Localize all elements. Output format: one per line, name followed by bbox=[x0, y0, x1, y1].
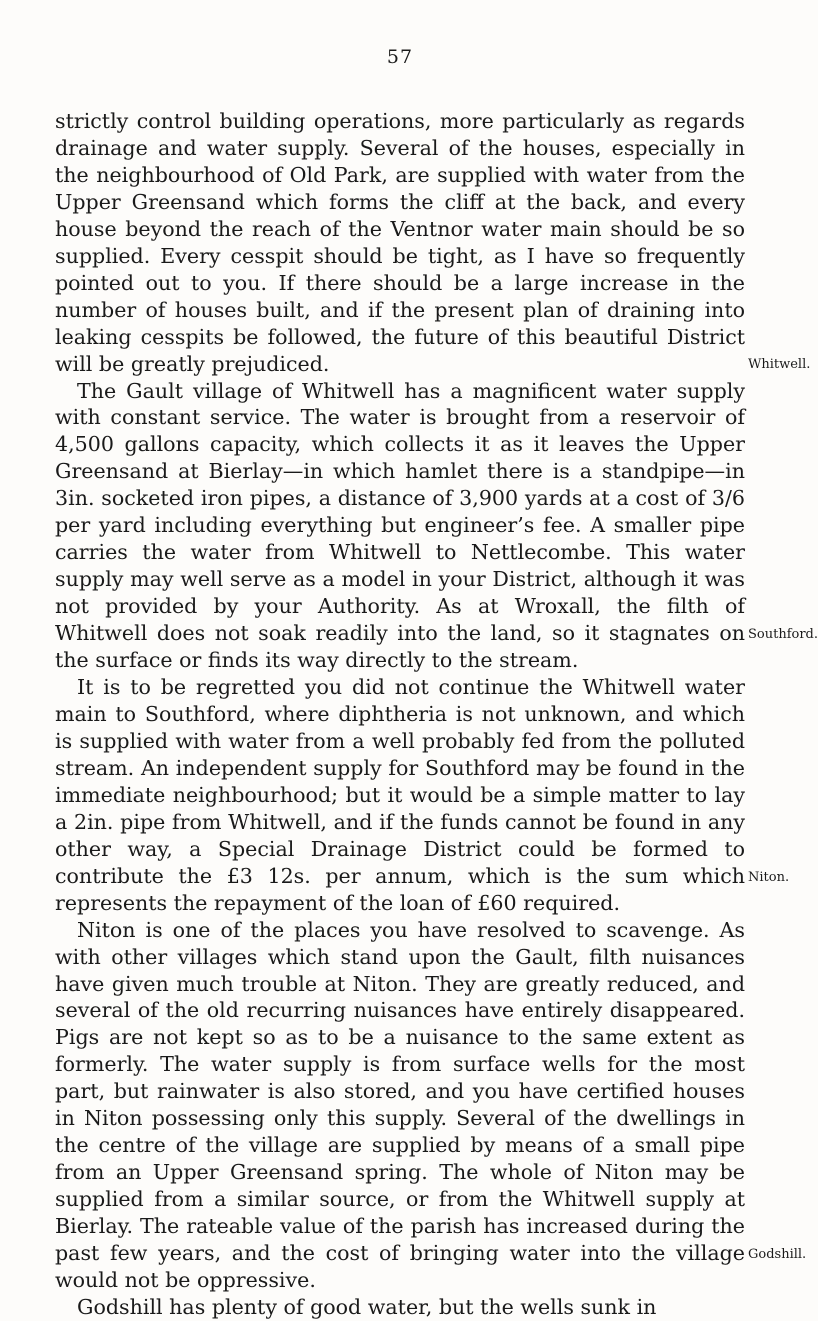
paragraph-southford: It is to be regretted you did not continue the Whitwell water main to Southford, where diphtheria is not unknown, and which is supplied with water from a well probably fed from the polluted stream. An independent supply for Southford may be found in the immediate neighbourhood; but it would be a simple matter to lay a 2in. pipe from Whitwell, and if the funds cannot be found in any other way, a Special Drainage District could be formed to contribute the £3 12s. per annum, which is the sum which represents the repayment of the loan of £60 required. bbox=[55, 675, 745, 915]
paragraph-whitwell: The Gault village of Whitwell has a magnificent water supply with constant service. The water is brought from a reservoir of 4,500 gallons capacity, which collects it as it leaves the Upper Greensand at Bierlay—in which hamlet there is a standpipe—in 3in. socketed iron pipes, a distance of 3,900 yards at a cost of 3/6 per yard including everything but engineer’s fee. A smaller pipe carries the water from Whitwell to Nettlecombe. This water supply may well serve as a model in your District, although it was not provided by your Authority. As at Wroxall, the filth of Whitwell does not soak readily into the land, so it stagnates on the surface or finds its way directly to the stream. bbox=[55, 378, 745, 673]
paragraph-niton: Niton is one of the places you have resolved to scavenge. As with other villages which stand upon the Gault, filth nuisances have given much trouble at Niton. They are greatly reduced, and several of the old recurring nuisances have entirely disappeared. Pigs are not kept so as to be a nuisance to the same extent as formerly. The water supply is from surface wells for the most part, but rainwater is also stored, and you have certified houses in Niton possessing only this supply. Several of the dwellings in the centre of the village are supplied by means of a small pipe from an Upper Greensand spring. The whole of Niton may be supplied from a similar source, or from the Whitwell supply at Bierlay. The rateable value of the parish has increased during the past few years, and the cost of bringing water into the village would not be oppressive. bbox=[55, 917, 745, 1292]
margin-note-whitwell: Whitwell. bbox=[748, 357, 811, 372]
page-number: 57 bbox=[386, 46, 414, 68]
margin-note-niton: Niton. bbox=[748, 870, 790, 885]
margin-note-godshill: Godshill. bbox=[748, 1247, 807, 1262]
body-text bbox=[55, 108, 745, 1321]
paragraph-godshill: Godshill has plenty of good water, but the wells sunk in bbox=[77, 1294, 657, 1319]
margin-note-southford: Southford. bbox=[748, 627, 818, 642]
paragraph-continuation: strictly control building operations, more particularly as regards drainage and water supply. Several of the houses, especially in the neighbourhood of Old Park, are supplied with water from the Upper Greensand which forms the cliff at the back, and every house beyond the reach of the Ventnor water main should be so supplied. Every cesspit should be tight, as I have so frequently pointed out to you. If there should be a large increase in the number of houses built, and if the present plan of draining into leaking cesspits be followed, the future of this beautiful District will be greatly prejudiced. bbox=[55, 109, 745, 376]
